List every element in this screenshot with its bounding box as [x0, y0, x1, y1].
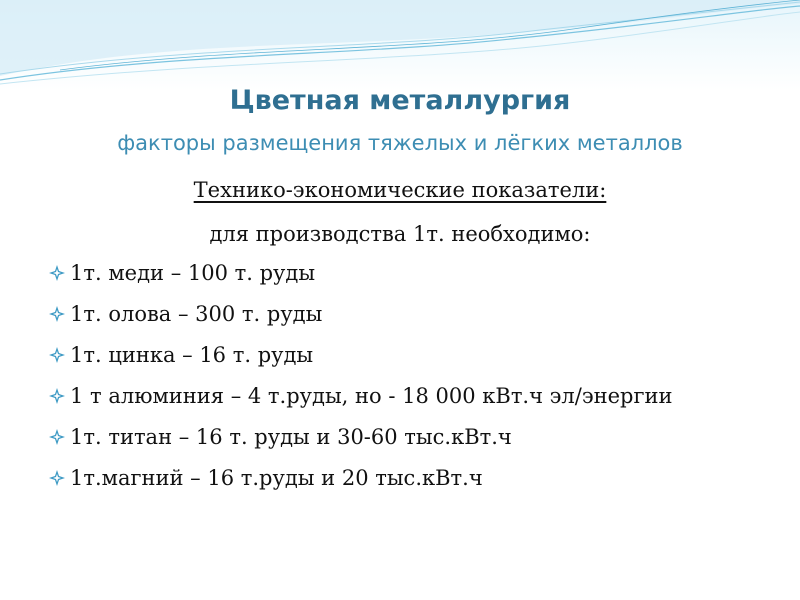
diamond-star-bullet-icon: [48, 305, 66, 323]
list-item: [46, 422, 686, 452]
slide-subtitle: факторы размещения тяжелых и лёгких металлов: [117, 131, 683, 155]
list-item: [46, 299, 686, 329]
diamond-star-bullet-icon: [48, 264, 66, 282]
bullet-text: 1т. олова – 300 т. руды: [70, 302, 323, 326]
bullet-text: 1т. меди – 100 т. руды: [70, 261, 316, 285]
bullet-text: 1т. титан – 16 т. руды и 30-60 тыс.кВт.ч: [70, 425, 512, 449]
list-item: [46, 381, 686, 411]
diamond-star-bullet-icon: [48, 387, 66, 405]
list-item: [46, 340, 686, 370]
diamond-star-bullet-icon: [48, 428, 66, 446]
diamond-star-bullet-icon: [48, 346, 66, 364]
bullet-text: 1т. цинка – 16 т. руды: [70, 343, 314, 367]
diamond-star-bullet-icon: [48, 469, 66, 487]
list-item: [46, 258, 686, 288]
wave-decoration: [0, 0, 800, 90]
list-item: [46, 463, 686, 493]
intro-text: для производства 1т. необходимо:: [209, 222, 591, 246]
section-heading: Технико-экономические показатели:: [193, 178, 607, 202]
bullet-text: 1 т алюминия – 4 т.руды, но - 18 000 кВт.ч эл/энергии: [70, 384, 673, 408]
slide-title: Цветная металлургия: [229, 85, 571, 116]
bullet-list: [46, 258, 686, 504]
bullet-text: 1т.магний – 16 т.руды и 20 тыс.кВт.ч: [70, 466, 483, 490]
